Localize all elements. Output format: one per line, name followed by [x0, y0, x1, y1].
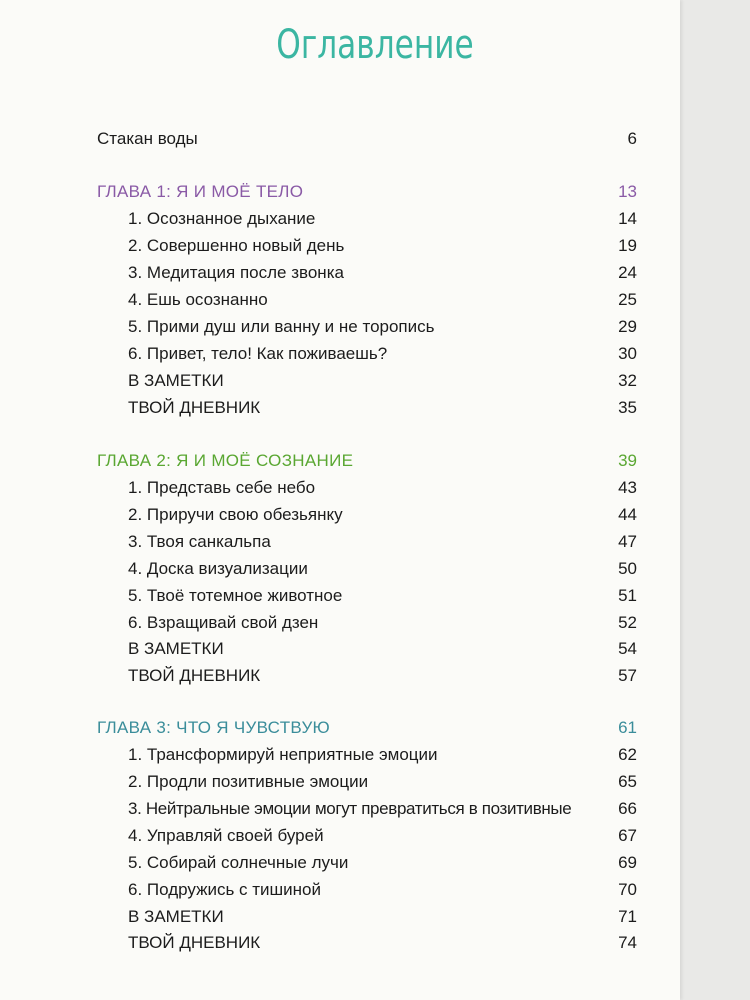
toc-page-number: 30 — [618, 344, 637, 363]
toc-item[interactable] — [0, 636, 750, 662]
toc-page-number: 13 — [618, 182, 637, 201]
toc-entry-text: 6. Привет, тело! Как поживаешь? — [128, 344, 388, 363]
toc-page-number: 50 — [618, 559, 637, 578]
toc-entry-text: 6. Взращивай свой дзен — [128, 613, 319, 632]
toc-page-number: 47 — [618, 532, 637, 551]
toc-item[interactable] — [0, 368, 750, 394]
toc-item[interactable] — [0, 556, 750, 582]
toc-chapter-1[interactable] — [0, 179, 750, 205]
toc-item[interactable] — [0, 475, 750, 501]
toc-item[interactable] — [0, 742, 750, 768]
toc-entry-text: 2. Продли позитивные эмоции — [128, 772, 369, 791]
toc-page-number: 32 — [618, 371, 637, 390]
toc-entry-text: В ЗАМЕТКИ — [128, 371, 224, 390]
toc-entry-text: 4. Управляй своей бурей — [128, 826, 324, 845]
toc-page-number: 29 — [618, 317, 637, 336]
toc-item[interactable] — [0, 877, 750, 903]
toc-entry-text: Стакан воды — [97, 129, 198, 148]
toc-page-number: 24 — [618, 263, 637, 282]
toc-item[interactable] — [0, 314, 750, 340]
toc-intro-row[interactable] — [0, 126, 750, 152]
toc-chapter-3[interactable] — [0, 715, 750, 741]
toc-entry-text: 1. Трансформируй неприятные эмоции — [128, 745, 438, 764]
toc-entry-text: 5. Прими душ или ванну и не торопись — [128, 317, 435, 336]
toc-page-number: 61 — [618, 718, 637, 737]
toc-item[interactable] — [0, 663, 750, 689]
toc-entry-text: 2. Совершенно новый день — [128, 236, 345, 255]
toc-entry-text: 3. Твоя санкальпа — [128, 532, 271, 551]
toc-item[interactable] — [0, 583, 750, 609]
toc-entry-text: ТВОЙ ДНЕВНИК — [128, 933, 261, 952]
chapter-title: ГЛАВА 2: Я И МОЁ СОЗНАНИЕ — [97, 451, 354, 470]
page-title: Оглавление — [276, 22, 474, 68]
toc-page-number: 71 — [618, 907, 637, 926]
toc-item[interactable] — [0, 610, 750, 636]
toc-item[interactable] — [0, 260, 750, 286]
toc-entry-text: ТВОЙ ДНЕВНИК — [128, 666, 261, 685]
toc-entry-text: 5. Собирай солнечные лучи — [128, 853, 349, 872]
toc-item[interactable] — [0, 823, 750, 849]
toc-item[interactable] — [0, 930, 750, 956]
toc-entry-text: 4. Доска визуализации — [128, 559, 308, 578]
toc-entry-text: 1. Осознанное дыхание — [128, 209, 316, 228]
toc-item[interactable] — [0, 287, 750, 313]
toc-page-number: 51 — [618, 586, 637, 605]
toc-page-number: 54 — [618, 639, 637, 658]
toc-entry-text: 5. Твоё тотемное животное — [128, 586, 343, 605]
toc-page-number: 25 — [618, 290, 637, 309]
toc-page-number: 35 — [618, 398, 637, 417]
toc-entry-text: В ЗАМЕТКИ — [128, 907, 224, 926]
toc-page-number: 67 — [618, 826, 637, 845]
toc-chapter-2[interactable] — [0, 448, 750, 474]
toc-page-number: 70 — [618, 880, 637, 899]
toc-page-number: 74 — [618, 933, 637, 952]
toc-page-number: 19 — [618, 236, 637, 255]
toc-item[interactable] — [0, 796, 750, 822]
toc-item[interactable] — [0, 233, 750, 259]
toc-item[interactable] — [0, 529, 750, 555]
toc-page-number: 66 — [618, 799, 637, 818]
toc-entry-text: 3. Нейтральные эмоции могут превратиться в позитивные — [128, 799, 572, 818]
toc-entry-text: 2. Приручи свою обезьянку — [128, 505, 343, 524]
toc-page-number: 69 — [618, 853, 637, 872]
toc-page-number: 52 — [618, 613, 637, 632]
toc-item[interactable] — [0, 341, 750, 367]
toc-item[interactable] — [0, 850, 750, 876]
toc-item[interactable] — [0, 395, 750, 421]
toc-item[interactable] — [0, 904, 750, 930]
toc-page-number: 57 — [618, 666, 637, 685]
toc-entry-text: В ЗАМЕТКИ — [128, 639, 224, 658]
chapter-title: ГЛАВА 1: Я И МОЁ ТЕЛО — [97, 182, 304, 201]
toc-item[interactable] — [0, 206, 750, 232]
toc-page-number: 39 — [618, 451, 637, 470]
toc-entry-text: 3. Медитация после звонка — [128, 263, 344, 282]
toc-page-number: 65 — [618, 772, 637, 791]
toc-entry-text: 4. Ешь осознанно — [128, 290, 268, 309]
toc-entry-text: 6. Подружись с тишиной — [128, 880, 322, 899]
toc-page-number: 14 — [618, 209, 637, 228]
toc-page-number: 43 — [618, 478, 637, 497]
toc-item[interactable] — [0, 769, 750, 795]
toc-entry-text: 1. Представь себе небо — [128, 478, 316, 497]
toc-page-number: 6 — [627, 129, 637, 148]
toc-entry-text: ТВОЙ ДНЕВНИК — [128, 398, 261, 417]
chapter-title: ГЛАВА 3: ЧТО Я ЧУВСТВУЮ — [97, 718, 331, 737]
toc-page-number: 44 — [618, 505, 637, 524]
toc-page-number: 62 — [618, 745, 637, 764]
toc-item[interactable] — [0, 502, 750, 528]
